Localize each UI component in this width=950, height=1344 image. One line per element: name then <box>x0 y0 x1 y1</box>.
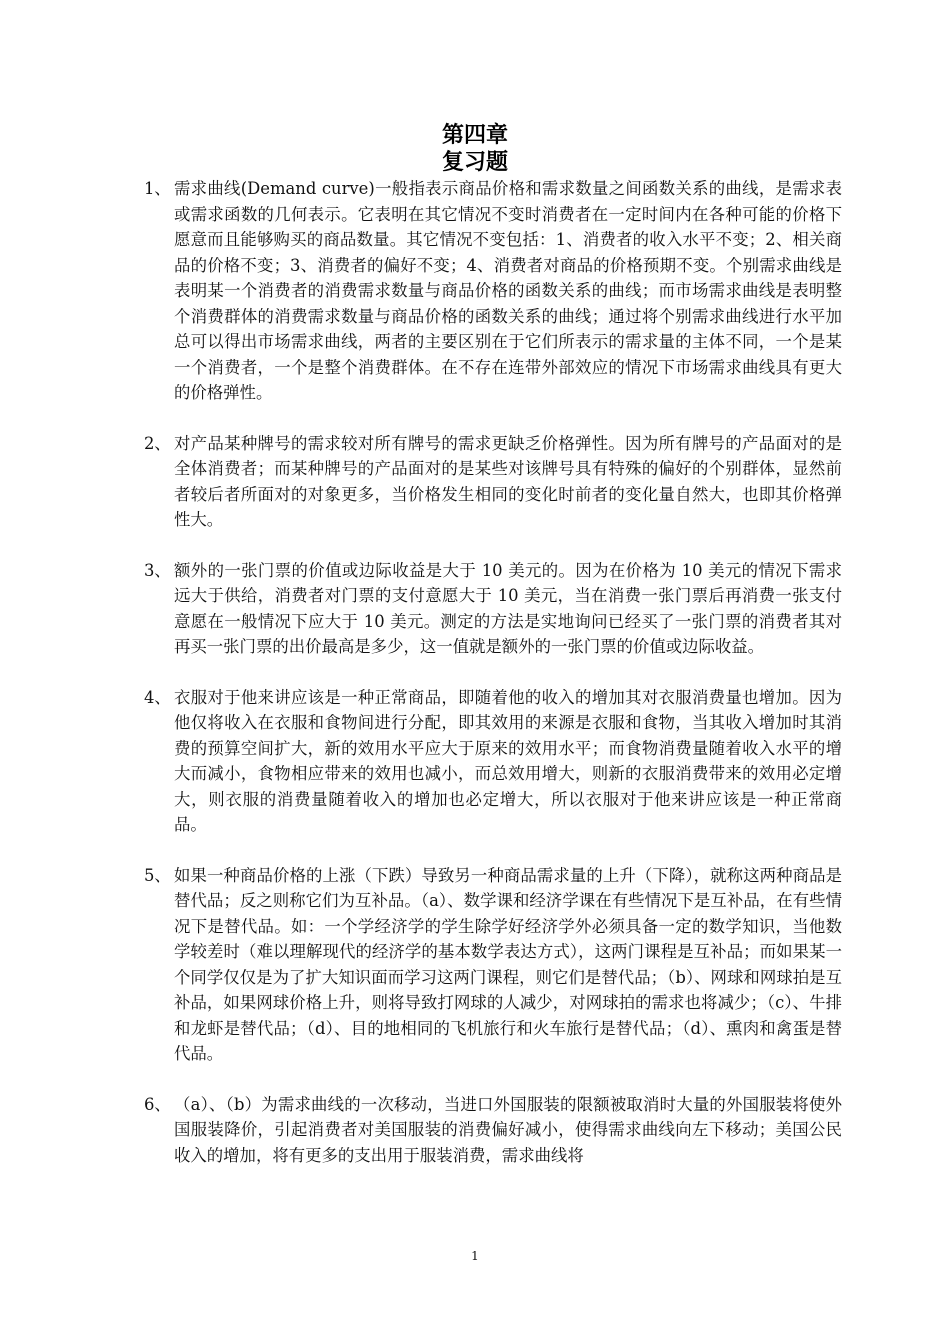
answer-item <box>144 685 842 838</box>
item-text: 对产品某种牌号的需求较对所有牌号的需求更缺乏价格弹性。因为所有牌号的产品面对的是全体消费者；而某种牌号的产品面对的是某些对该牌号具有特殊的偏好的个别群体，显然前者较后者所面对的对象更多，当价格发生相同的变化时前者的变化量自然大，也即其价格弹性大。 <box>174 433 842 529</box>
answer-item <box>144 558 842 660</box>
item-number: 3、 <box>144 560 171 580</box>
item-text: （a）、（b）为需求曲线的一次移动，当进口外国服装的限额被取消时大量的外国服装将使外国服装降价，引起消费者对美国服装的消费偏好减小，使得需求曲线向左下移动；美国公民收入的增加，将有更多的支出用于服装消费，需求曲线将 <box>174 1094 842 1165</box>
answer-item <box>144 863 842 1067</box>
page-number: 1 <box>471 1249 479 1263</box>
item-number: 1、 <box>144 179 171 198</box>
item-number: 2、 <box>144 433 171 453</box>
item-text: 衣服对于他来讲应该是一种正常商品，即随着他的收入的增加其对衣服消费量也增加。因为他仅将收入在衣服和食物间进行分配，即其效用的来源是衣服和食物，当其收入增加时其消费的预算空间扩大，新的效用水平应大于原来的效用水平；而食物消费量随着收入水平的增大而减小，食物相应带来的效用也减小，而总效用增大，则新的衣服消费带来的效用必定增大，则衣服的消费量随着收入的增加也必定增大，所以衣服对于他来讲应该是一种正常商品。 <box>174 687 842 834</box>
answer-item <box>144 431 842 533</box>
chapter-heading <box>0 122 950 176</box>
item-text: 需求曲线(Demand curve)一般指表示商品价格和需求数量之间函数关系的曲线，是需求表或需求函数的几何表示。它表明在其它情况不变时消费者在一定时间内在各种可能的价格下愿意而且能够购买的商品数量。其它情况不变包括：1、消费者的收入水平不变；2、相关商品的价格不变；3、消费者的偏好不变；4、消费者对商品的价格预期不变。个别需求曲线是表明某一个消费者的消费需求数量与商品价格的函数关系的曲线；而市场需求曲线是表明整个消费群体的消费需求数量与商品价格的函数关系的曲线；通过将个别需求曲线进行水平加总可以得出市场需求曲线，两者的主要区别在于它们所表示的需求量的主体不同，一个是某一个消费者，一个是整个消费群体。在不存在连带外部效应的情况下市场需求曲线具有更大的价格弹性。 <box>174 179 842 402</box>
chapter-title: 第四章 <box>441 123 508 148</box>
item-text: 如果一种商品价格的上涨（下跌）导致另一种商品需求量的上升（下降），就称这两种商品是替代品；反之则称它们为互补品。（a）、数学课和经济学课在有些情况下是互补品，在有些情况下是替代品。如：一个学经济学的学生除学好经济学外必须具备一定的数学知识，当他数学较差时（难以理解现代的经济学的基本数学表达方式），这两门课程是互补品；而如果某一个同学仅仅是为了扩大知识面而学习这两门课程，则它们是替代品；（b）、网球和网球拍是互补品，如果网球价格上升，则将导致打网球的人减少，对网球拍的需求也将减少；（c）、牛排和龙虾是替代品；（d）、目的地相同的飞机旅行和火车旅行是替代品；（d）、熏肉和禽蛋是替代品。 <box>174 865 842 1063</box>
item-text: 额外的一张门票的价值或边际收益是大于 10 美元的。因为在价格为 10 美元的情况下需求远大于供给，消费者对门票的支付意愿大于 10 美元，当在消费一张门票后再消费一张支付意愿在一般情况下应大于 10 美元。测定的方法是实地询问已经买了一张门票的消费者其对再买一张门票的出价最高是多少，这一值就是额外的一张门票的价值或边际收益。 <box>174 560 842 656</box>
answer-list <box>0 176 950 1193</box>
answer-item <box>144 1092 842 1169</box>
answer-item <box>144 176 842 406</box>
item-number: 6、 <box>144 1094 171 1114</box>
section-title: 复习题 <box>441 150 508 175</box>
item-number: 4、 <box>144 687 171 707</box>
item-number: 5、 <box>144 865 171 885</box>
